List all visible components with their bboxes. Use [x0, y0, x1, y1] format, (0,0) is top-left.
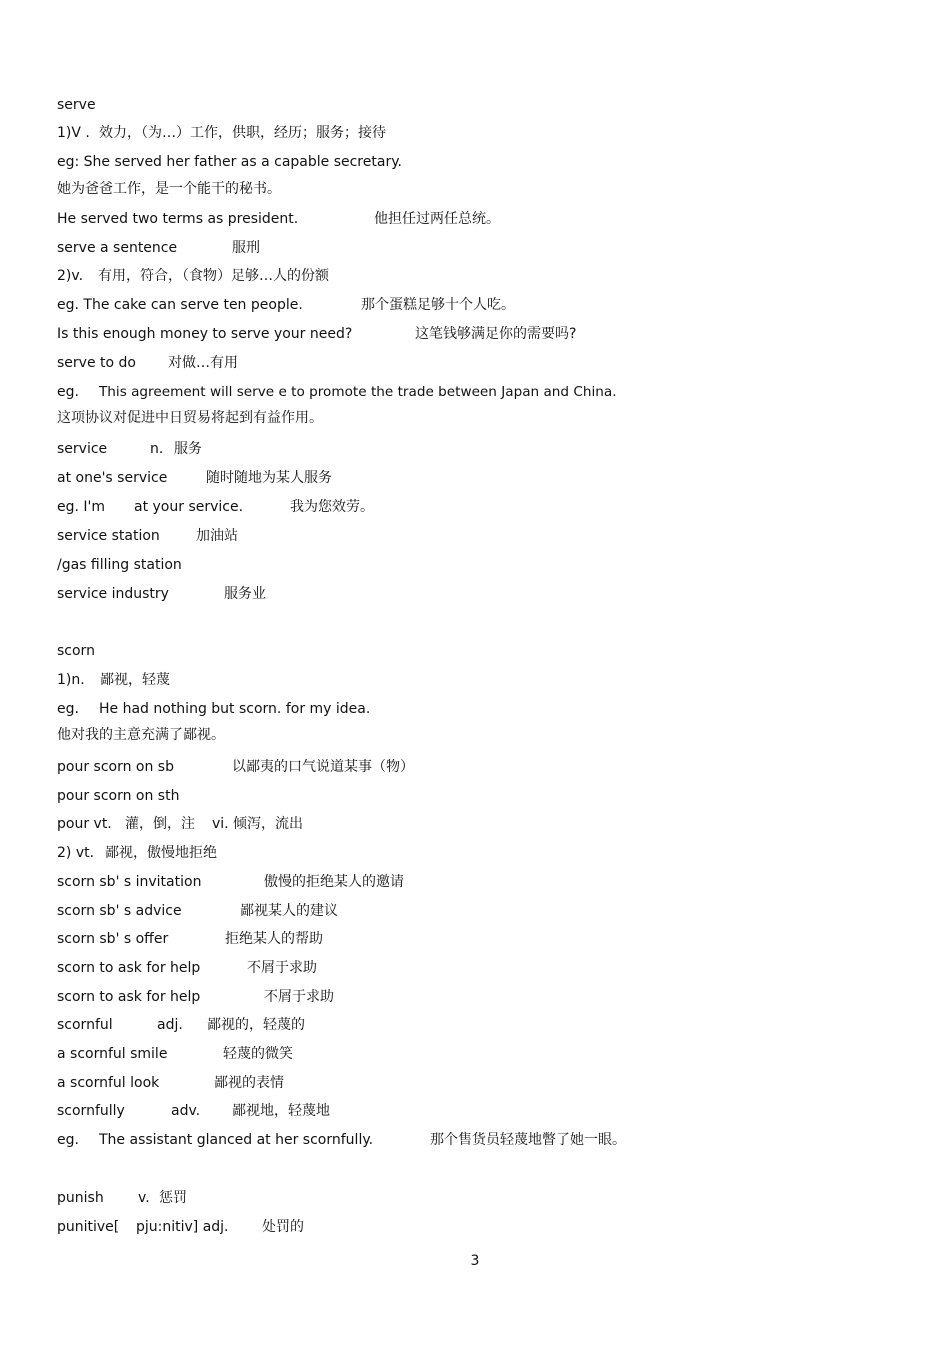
entry-english: at one's service: [57, 470, 168, 486]
entry-chinese: 傲慢的拒绝某人的邀请: [264, 874, 404, 890]
entry-english: a scornful look: [57, 1075, 160, 1091]
entry-english: eg. The cake can serve ten people.: [57, 297, 303, 313]
entry-english: pour scorn on sb: [57, 759, 174, 775]
entry-english: 2)v.: [57, 268, 84, 284]
entry-english: scornfully: [57, 1103, 125, 1119]
entry-english: scorn sb' s invitation: [57, 874, 202, 890]
entry-chinese: 惩罚: [159, 1190, 187, 1206]
entry-english: eg.: [57, 384, 79, 400]
entry-chinese: 服刑: [232, 240, 260, 256]
entry-chinese: 以鄙夷的口气说道某事（物）: [232, 759, 414, 775]
entry-chinese: 他担任过两任总统。: [374, 211, 500, 227]
entry-chinese: 鄙视的，轻蔑的: [207, 1017, 305, 1033]
entry-chinese: 服务业: [224, 586, 266, 602]
entry-chinese: 有用，符合，（食物）足够…人的份额: [98, 268, 329, 284]
entry-chinese: 拒绝某人的帮助: [225, 931, 323, 947]
entry-chinese: 鄙视，轻蔑: [100, 672, 170, 688]
entry-english: scorn sb' s advice: [57, 903, 182, 919]
entry-chinese: 对做…有用: [168, 355, 238, 371]
entry-english: serve a sentence: [57, 240, 178, 256]
entry-chinese: 轻蔑的微笑: [223, 1046, 293, 1062]
pronunciation: pju:nitiv] adj.: [136, 1219, 229, 1235]
entry-english: scorn to ask for help: [57, 989, 201, 1005]
entry-chinese: 这项协议对促进中日贸易将起到有益作用。: [57, 410, 323, 426]
entry-english: /gas filling station: [57, 557, 182, 573]
entry-chinese: 效力，（为…）工作，供职，经历；服务；接待: [99, 125, 386, 141]
part-of-speech: adv.: [171, 1103, 201, 1119]
entry-english: 1)V .: [57, 125, 90, 141]
entry-english: scornful: [57, 1017, 113, 1033]
entry-english: service industry: [57, 586, 169, 602]
entry-chinese: 我为您效劳。: [290, 499, 374, 515]
entry-chinese: 鄙视，傲慢地拒绝: [105, 845, 217, 861]
entry-chinese: 不屑于求助: [264, 989, 334, 1005]
entry-english: Is this enough money to serve your need?: [57, 326, 353, 342]
entry-chinese: 服务: [174, 441, 202, 457]
entry-chinese: 她为爸爸工作，是一个能干的秘书。: [57, 181, 281, 197]
entry-chinese: 鄙视的表情: [214, 1075, 284, 1091]
entry-english-example: at your service.: [134, 499, 244, 515]
entry-english: pour scorn on sth: [57, 788, 180, 804]
entry-english: service: [57, 441, 108, 457]
entry-chinese: 随时随地为某人服务: [206, 470, 332, 486]
entry-english: 1)n.: [57, 672, 85, 688]
entry-english: eg: She served her father as a capable secretary.: [57, 154, 402, 170]
part-of-speech: v.: [138, 1190, 150, 1206]
part-of-speech: adj.: [157, 1017, 183, 1033]
entry-english: He served two terms as president.: [57, 211, 299, 227]
entry-chinese: 灌，倒，注: [125, 816, 195, 832]
entry-chinese: 这笔钱够满足你的需要吗?: [415, 326, 577, 342]
entry-english: scorn to ask for help: [57, 960, 201, 976]
entry-english: scorn sb' s offer: [57, 931, 169, 947]
page-number: 3: [470, 1253, 480, 1269]
entry-chinese: 倾泻，流出: [233, 816, 303, 832]
part-of-speech: n.: [150, 441, 164, 457]
entry-english: scorn: [57, 643, 95, 659]
entry-english: punish: [57, 1190, 104, 1206]
entry-english: 2) vt.: [57, 845, 95, 861]
entry-chinese: 那个售货员轻蔑地瞥了她一眼。: [430, 1132, 626, 1148]
entry-chinese: 鄙视某人的建议: [240, 903, 338, 919]
entry-english: eg. I'm: [57, 499, 106, 515]
entry-english-example: This agreement will serve e to promote the trade between Japan and China.: [99, 384, 617, 400]
entry-english: eg.: [57, 701, 79, 717]
entry-chinese: 他对我的主意充满了鄙视。: [57, 727, 225, 743]
entry-english: serve to do: [57, 355, 136, 371]
entry-english: punitive[: [57, 1219, 120, 1235]
entry-chinese: 鄙视地，轻蔑地: [232, 1103, 330, 1119]
entry-english: service station: [57, 528, 160, 544]
entry-english: a scornful smile: [57, 1046, 168, 1062]
entry-chinese: 不屑于求助: [247, 960, 317, 976]
part-of-speech: vi.: [212, 816, 229, 832]
entry-english-example: The assistant glanced at her scornfully.: [99, 1132, 374, 1148]
entry-chinese: 加油站: [196, 528, 238, 544]
entry-english: eg.: [57, 1132, 79, 1148]
entry-chinese: 那个蛋糕足够十个人吃。: [361, 297, 515, 313]
entry-english: pour vt.: [57, 816, 112, 832]
entry-english: serve: [57, 97, 96, 113]
entry-chinese: 处罚的: [262, 1219, 304, 1235]
entry-english-example: He had nothing but scorn. for my idea.: [99, 701, 371, 717]
